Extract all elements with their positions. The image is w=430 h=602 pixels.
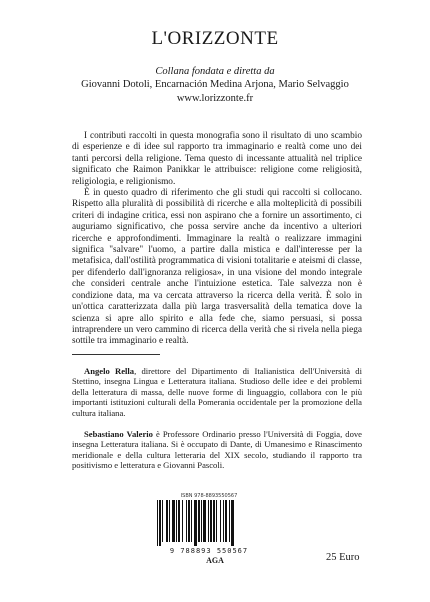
author-name: Sebastiano Valerio	[84, 429, 153, 440]
barcode-bar	[220, 500, 221, 542]
barcode-bar	[216, 500, 217, 542]
barcode-bar	[169, 500, 170, 542]
barcode-bar	[157, 500, 158, 546]
price: 25 Euro	[326, 552, 360, 563]
barcode-bar	[162, 500, 163, 542]
barcode-bar	[159, 500, 161, 546]
author-bio-text: , direttore del Dipartimento di Italianistica dell'Università di Stettino, insegna Lingua e Letteratura italiana. Studioso delle idee e dei problemi della letteratura di massa, delle nuove forme di linguaggio, collabora con le più importanti istituzioni culturali della Pomerania occidentale per la promozione della cultura italiana.	[72, 366, 362, 418]
isbn-label: ISBN 978-8893550567	[180, 493, 238, 499]
barcode-bar	[201, 500, 202, 542]
barcode-bar	[225, 500, 227, 542]
series-editors: Giovanni Dotoli, Encarnación Medina Arjona, Mario Selvaggio	[81, 79, 349, 90]
barcode-bar	[194, 500, 197, 546]
blurb	[72, 131, 362, 348]
divider	[72, 354, 160, 355]
barcode-digits: 9 788893 550567	[169, 547, 249, 555]
blurb-paragraph-2: È in questo quadro di riferimento che gli studi qui raccolti si collocano. Rispetto alla pluralità di possibilità di ricerche e alla molteplicità di possibili criteri di indagine critica, essi non aspirano che a fornire un assortimento, ci auguriamo significativo, che possa servire anche da incentivo a ulteriori ricerche e approfondimenti. Immaginare la realtà o realizzare immagini significa "salvare" l'uomo, a partire dalla mistica e dall'interesse per la metafisica, dall'ostilità programmatica di visioni totalitarie e ateismi di classe, per difenderlo dall'ignoranza religiosa», in una visione del mondo integrale che consideri centrale anche l'intuizione estetica. Tale salvezza non è condizione data, ma va cercata attraverso la ricerca della verità. È solo in un'ottica caratterizzata dalla più larga trasversalità della tematica dove la scienza si apre allo spirito e alla fede che, siamo persuasi, si possa intraprendere un vero cammino di ricerca della verità che si rivela nella piega sottile tra immaginario e realtà.	[72, 188, 362, 347]
series-title: L'ORIZZONTE	[151, 28, 279, 49]
barcode-bar	[198, 500, 200, 542]
series-subtitle: Collana fondata e diretta da	[155, 66, 275, 77]
barcode-bar	[229, 500, 230, 542]
website-link[interactable]: www.lorizzonte.fr	[176, 93, 254, 104]
author-bio	[72, 429, 362, 471]
barcode-bar	[203, 500, 206, 542]
isbn-barcode	[150, 493, 268, 555]
author-bio	[72, 366, 362, 418]
author-name: Angelo Rella	[84, 366, 135, 376]
author-bio-text: è Professore Ordinario presso l'Università di Foggia, dove insegna Letteratura italiana. Si è occupato di Dante, di Umanesimo e Rinascimento meridionale e della cultura letteraria del XIX secolo, studiando il rapporto tra positivismo e letteratura e Giovanni Pascoli.	[72, 429, 362, 471]
barcode-icon	[154, 500, 264, 546]
barcode-bar	[188, 500, 190, 542]
barcode-bar	[231, 500, 234, 546]
barcode-bar	[182, 500, 183, 542]
barcode-bar	[191, 500, 192, 542]
barcode-bar	[208, 500, 209, 542]
barcode-bar	[213, 500, 215, 542]
barcode-bar	[210, 500, 212, 542]
barcode-bar	[166, 500, 168, 542]
barcode-bar	[223, 500, 224, 542]
author-bios	[72, 366, 362, 482]
barcode-bar	[186, 500, 187, 542]
barcode-bar	[178, 500, 180, 542]
barcode-bar	[176, 500, 177, 542]
barcode-bar	[172, 500, 175, 542]
blurb-paragraph-1: I contributi raccolti in questa monografia sono il risultato di uno scambio di esperienze e di idee sul rapporto tra immaginario e realtà come uno dei tanti percorsi della religione. Tema questo di incessante attualità nel triplice significato che Raimon Panikkar le attribuisce: religione come religiosità, religiologia, e religionismo.	[72, 131, 362, 187]
publisher-name: AGA	[206, 556, 224, 565]
